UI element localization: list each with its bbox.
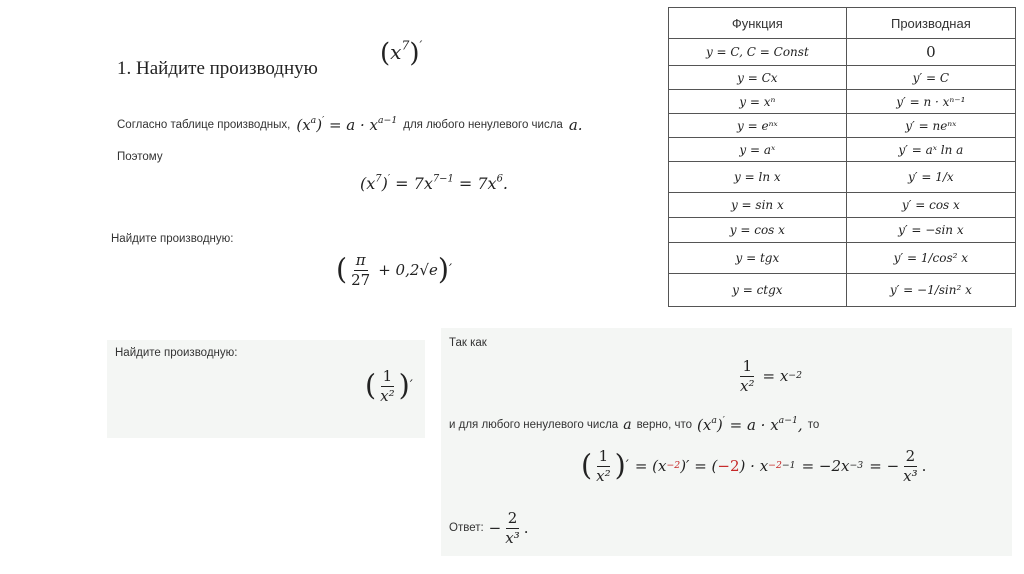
function-cell: y = Cx (669, 66, 847, 90)
table-row (669, 274, 1016, 307)
task3-expression: ( $\frac{1}{\text{x²}}$ ) ′ (365, 367, 413, 405)
task1-rule: Согласно таблице производных, $(x^a)' = a \cdot x^{a-1}$ для любого ненулевого числа a. (117, 115, 583, 134)
task1-expression: $(x^7)'$ (380, 37, 423, 69)
derivative-cell: y′ = n · xⁿ⁻¹ (846, 90, 1015, 114)
derivative-cell: 0 (846, 39, 1015, 66)
derivative-cell: y′ = 1/x (846, 162, 1015, 193)
function-cell: y = xⁿ (669, 90, 847, 114)
derivative-cell: y′ = cos x (846, 193, 1015, 218)
table-row (669, 162, 1016, 193)
solution-since: Так как (449, 337, 487, 349)
table-row (669, 66, 1016, 90)
derivative-cell: y′ = C (846, 66, 1015, 90)
task2-expression: ( $\frac{\pi}{27}$ + 0,2√e ) ′ (336, 251, 453, 289)
function-cell: y = sin x (669, 193, 847, 218)
function-cell: y = C, C = Const (669, 39, 847, 66)
table-row (669, 90, 1016, 114)
task1-result: $(x^7)' = 7x^{7-1} = 7x^6$. (360, 173, 508, 193)
function-cell: y = cos x (669, 218, 847, 243)
function-cell: y = ctgx (669, 274, 847, 307)
table-row (669, 243, 1016, 274)
solution-chain: ( $\frac{1}{\text{x²}}$ ) ′ = (x −2 )′ = ( −2 ) · x −2−1 = −2x −3 = − $\frac{2}{\text{x³}}$ . (581, 447, 927, 485)
task3-panel (107, 340, 425, 438)
task2-title: Найдите производную: (111, 233, 234, 245)
derivative-cell: y′ = neⁿˣ (846, 114, 1015, 138)
derivative-cell: y′ = aˣ ln a (846, 138, 1015, 162)
table-row (669, 218, 1016, 243)
power-rule-formula: $(x^a)' = a \cdot x^{a-1}$ (296, 115, 398, 134)
table-row (669, 114, 1016, 138)
derivatives-table (668, 7, 1016, 307)
task1-title: 1. Найдите производную (117, 58, 318, 79)
solution-answer: Ответ: − $\frac{2}{\text{x³}}$ . (449, 509, 529, 547)
solution-panel (441, 328, 1012, 556)
header-derivative: Производная (846, 8, 1015, 39)
function-cell: y = ln x (669, 162, 847, 193)
table-row (669, 138, 1016, 162)
task3-title: Найдите производную: (115, 347, 238, 359)
derivative-cell: y′ = 1/cos² x (846, 243, 1015, 274)
solution-eq1: $\frac{1}{\text{x²}}$ = x −2 (740, 357, 802, 395)
derivative-cell: y′ = −1/sin² x (846, 274, 1015, 307)
function-cell: y = eⁿˣ (669, 114, 847, 138)
solution-rule-line: и для любого ненулевого числа a верно, что $(x^a)' = a \cdot x^{a-1}$, то (449, 415, 820, 434)
function-cell: y = aˣ (669, 138, 847, 162)
task1-therefore: Поэтому (117, 151, 163, 163)
function-cell: y = tgx (669, 243, 847, 274)
power-rule-formula-2: $(x^a)' = a \cdot x^{a-1}$, (697, 415, 803, 434)
table-header-row (669, 8, 1016, 39)
derivative-cell: y′ = −sin x (846, 218, 1015, 243)
table-row (669, 193, 1016, 218)
header-function: Функция (669, 8, 847, 39)
table-row (669, 39, 1016, 66)
